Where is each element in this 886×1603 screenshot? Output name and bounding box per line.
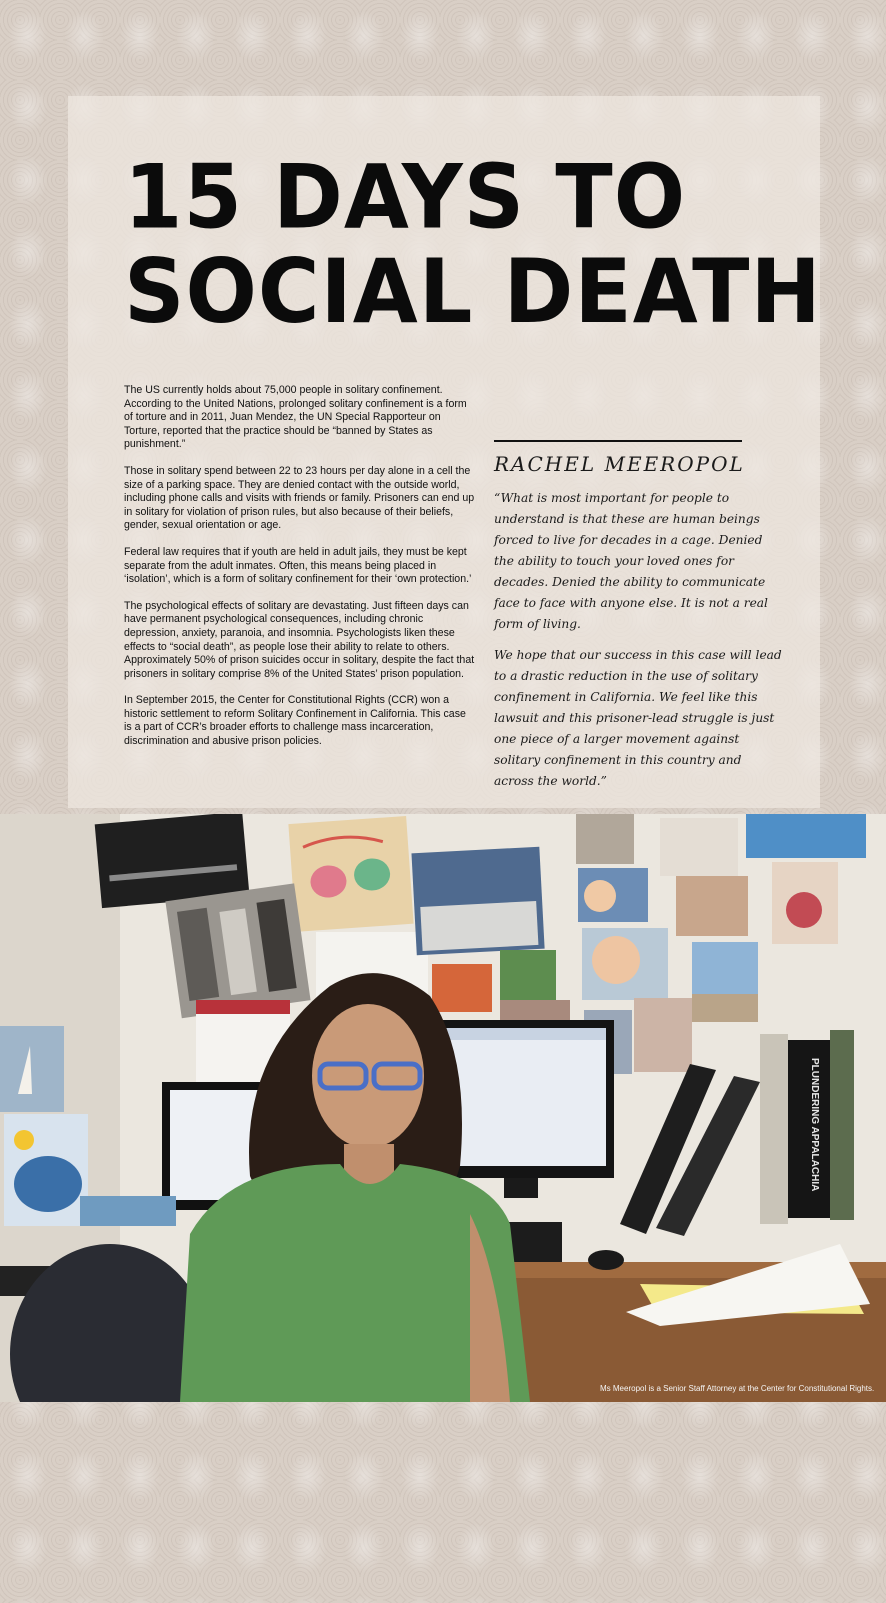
office-scene (0, 814, 886, 1402)
body-paragraph: In September 2015, the Center for Constitutional Rights (CCR) won a historic settlement to reform Solitary Confinement in California. This case is a part of CCR’s broader efforts to challenge mass incarceration, discrimination and abusive prison policies. (124, 694, 466, 748)
body-paragraph: The psychological effects of solitary are devastating. Just fifteen days can have permanent psychological consequences, including chronic depression, anxiety, paranoia, and insomnia. Psychologists liken these effects to “social death”, as people lose their ability to relate to others. Approximately 50% of prison suicides occur in solitary, despite the fact that prisoners in solitary comprise 8% of the United States’ prison population. (124, 599, 475, 680)
book-spine-text: PLUNDERING APPALACHIA (809, 1058, 820, 1192)
body-text (124, 384, 476, 762)
body-paragraph: The US currently holds about 75,000 people in solitary confinement. According to the United Nations, prolonged solitary confinement is a form of torture and in 2011, Juan Mendez, the UN Special Rapporteur on Torture, reported that the practice should be “banned by States as punishment.” (124, 384, 467, 451)
quote-author: RACHEL MEEROPOL (494, 452, 745, 476)
title-line-2: SOCIAL DEATH (124, 240, 822, 344)
sailboat-picture (0, 1026, 64, 1112)
body-paragraph: Those in solitary spend between 22 to 23 hours per day alone in a cell the size of a parking space. They are denied contact with the outside world, including phone calls and visits with friends or family. Prisoners can end up in solitary for violation of prison rules, but also because of their beliefs, gender, sexual orientation or age. (124, 464, 475, 532)
child-drawing (288, 816, 413, 932)
poster-title (124, 145, 822, 344)
quote-divider (494, 440, 742, 442)
office-photo (0, 814, 886, 1402)
book-spine (788, 1040, 830, 1218)
quote-paragraph: “What is most important for people to understand is that these are human beings forced to live for decades in a cage. Denied the ability to touch your loved ones for decades. Denied the ability to communicate face to face with anyone else. It is not a real form of living. (494, 491, 768, 631)
quote-text (494, 488, 784, 802)
photo-caption: Ms Meeropol is a Senior Staff Attorney at the Center for Constitutional Rights. (600, 1384, 875, 1393)
title-line-1: 15 DAYS TO (124, 145, 687, 249)
body-paragraph: Federal law requires that if youth are held in adult jails, they must be kept separate from the adult inmates. Often, this means being placed in ‘isolation’, which is a form of solitary confinement for their ‘own protection.’ (124, 545, 472, 586)
quote-paragraph: We hope that our success in this case will lead to a drastic reduction in the use of solitary confinement in California. We feel like this lawsuit and this prisoner-lead struggle is just one piece of a larger movement against solitary confinement in this country and across the world.” (494, 648, 782, 788)
